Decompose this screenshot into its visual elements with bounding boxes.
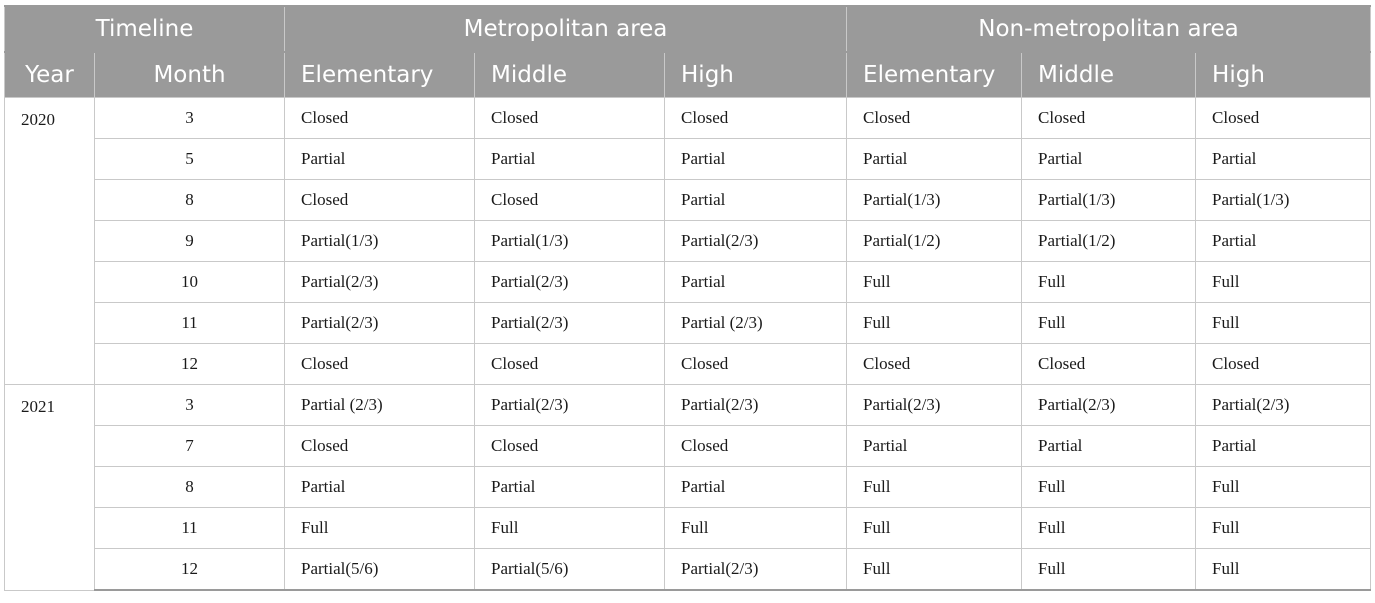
status-cell: Partial(2/3) — [475, 262, 665, 303]
status-cell: Closed — [285, 98, 475, 139]
status-cell: Partial — [847, 426, 1022, 467]
status-cell: Full — [1196, 467, 1371, 508]
status-cell: Partial — [1022, 139, 1196, 180]
year-cell: 2020 — [5, 98, 95, 385]
table-row — [5, 221, 1371, 262]
year-cell: 2021 — [5, 385, 95, 591]
month-cell: 3 — [95, 385, 285, 426]
status-cell: Full — [847, 508, 1022, 549]
status-cell: Partial (2/3) — [285, 385, 475, 426]
table-header — [5, 6, 1371, 98]
table-row — [5, 262, 1371, 303]
status-cell: Full — [285, 508, 475, 549]
month-cell: 9 — [95, 221, 285, 262]
status-cell: Partial(2/3) — [475, 303, 665, 344]
status-cell: Partial(5/6) — [285, 549, 475, 591]
status-cell: Partial(1/2) — [847, 221, 1022, 262]
table-row — [5, 139, 1371, 180]
status-cell: Partial — [665, 467, 847, 508]
status-cell: Full — [1022, 549, 1196, 591]
table-row — [5, 98, 1371, 139]
status-cell: Full — [1196, 303, 1371, 344]
status-cell: Full — [1196, 549, 1371, 591]
status-cell: Closed — [665, 344, 847, 385]
status-cell: Closed — [1022, 98, 1196, 139]
month-cell: 3 — [95, 98, 285, 139]
status-cell: Closed — [285, 180, 475, 221]
column-header-year: Year — [5, 52, 95, 98]
status-cell: Partial(2/3) — [1022, 385, 1196, 426]
status-cell: Closed — [475, 180, 665, 221]
status-cell: Partial(2/3) — [665, 549, 847, 591]
month-cell: 12 — [95, 344, 285, 385]
status-cell: Partial(1/3) — [285, 221, 475, 262]
month-cell: 8 — [95, 180, 285, 221]
school-operation-table-container — [4, 5, 1370, 591]
header-column-row — [5, 52, 1371, 98]
status-cell: Full — [1022, 467, 1196, 508]
status-cell: Closed — [285, 426, 475, 467]
month-cell: 11 — [95, 508, 285, 549]
column-header-nonmetro-high: High — [1196, 52, 1371, 98]
status-cell: Full — [1196, 262, 1371, 303]
status-cell: Partial — [1196, 221, 1371, 262]
school-operation-table — [4, 5, 1371, 591]
column-header-metro-high: High — [665, 52, 847, 98]
status-cell: Full — [847, 467, 1022, 508]
column-header-month: Month — [95, 52, 285, 98]
table-row — [5, 549, 1371, 591]
column-header-metro-middle: Middle — [475, 52, 665, 98]
status-cell: Full — [1022, 262, 1196, 303]
header-group-timeline: Timeline — [5, 6, 285, 52]
status-cell: Partial(2/3) — [665, 221, 847, 262]
month-cell: 5 — [95, 139, 285, 180]
status-cell: Closed — [475, 98, 665, 139]
month-cell: 12 — [95, 549, 285, 591]
column-header-metro-elementary: Elementary — [285, 52, 475, 98]
status-cell: Partial — [847, 139, 1022, 180]
status-cell: Partial(1/3) — [1196, 180, 1371, 221]
status-cell: Full — [847, 262, 1022, 303]
status-cell: Full — [475, 508, 665, 549]
status-cell: Partial(2/3) — [285, 303, 475, 344]
status-cell: Partial(5/6) — [475, 549, 665, 591]
header-group-row — [5, 6, 1371, 52]
table-row — [5, 303, 1371, 344]
table-row — [5, 344, 1371, 385]
status-cell: Partial — [475, 467, 665, 508]
status-cell: Closed — [1196, 98, 1371, 139]
month-cell: 10 — [95, 262, 285, 303]
table-row — [5, 180, 1371, 221]
status-cell: Full — [1196, 508, 1371, 549]
status-cell: Closed — [475, 344, 665, 385]
column-header-nonmetro-middle: Middle — [1022, 52, 1196, 98]
header-group-metropolitan: Metropolitan area — [285, 6, 847, 52]
table-row — [5, 508, 1371, 549]
column-header-nonmetro-elementary: Elementary — [847, 52, 1022, 98]
month-cell: 7 — [95, 426, 285, 467]
status-cell: Partial(1/3) — [1022, 180, 1196, 221]
status-cell: Partial — [475, 139, 665, 180]
status-cell: Partial — [1196, 426, 1371, 467]
status-cell: Partial(1/3) — [475, 221, 665, 262]
status-cell: Partial (2/3) — [665, 303, 847, 344]
status-cell: Full — [847, 303, 1022, 344]
table-row — [5, 385, 1371, 426]
status-cell: Partial(2/3) — [1196, 385, 1371, 426]
status-cell: Closed — [847, 98, 1022, 139]
status-cell: Partial(1/3) — [847, 180, 1022, 221]
month-cell: 8 — [95, 467, 285, 508]
status-cell: Full — [1022, 303, 1196, 344]
status-cell: Closed — [1022, 344, 1196, 385]
status-cell: Partial(2/3) — [847, 385, 1022, 426]
status-cell: Full — [847, 549, 1022, 591]
status-cell: Full — [1022, 508, 1196, 549]
table-row — [5, 426, 1371, 467]
status-cell: Partial(2/3) — [285, 262, 475, 303]
status-cell: Closed — [847, 344, 1022, 385]
status-cell: Partial(2/3) — [665, 385, 847, 426]
status-cell: Partial — [665, 262, 847, 303]
status-cell: Closed — [1196, 344, 1371, 385]
status-cell: Closed — [475, 426, 665, 467]
status-cell: Closed — [665, 426, 847, 467]
month-cell: 11 — [95, 303, 285, 344]
table-row — [5, 467, 1371, 508]
status-cell: Closed — [665, 98, 847, 139]
status-cell: Partial — [665, 180, 847, 221]
status-cell: Partial — [1196, 139, 1371, 180]
status-cell: Closed — [285, 344, 475, 385]
status-cell: Partial — [665, 139, 847, 180]
table-body — [5, 98, 1371, 591]
status-cell: Partial(1/2) — [1022, 221, 1196, 262]
status-cell: Full — [665, 508, 847, 549]
status-cell: Partial — [285, 139, 475, 180]
status-cell: Partial — [285, 467, 475, 508]
header-group-non-metropolitan: Non-metropolitan area — [847, 6, 1371, 52]
status-cell: Partial(2/3) — [475, 385, 665, 426]
status-cell: Partial — [1022, 426, 1196, 467]
